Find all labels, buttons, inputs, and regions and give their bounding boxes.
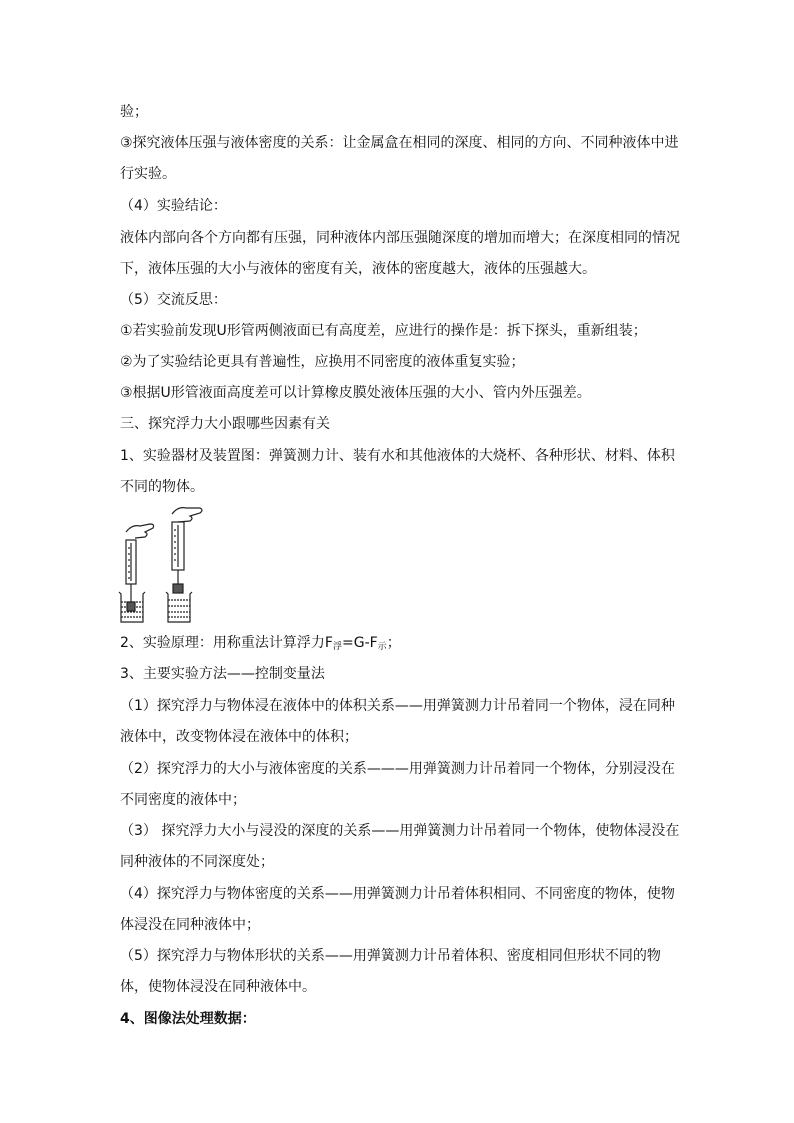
text-line <box>120 633 680 657</box>
subscript-buoyancy: 浮 <box>332 642 342 652</box>
text-line: （4）实验结论： <box>120 198 227 214</box>
principle-text: 2、实验原理：用称重法计算浮力F <box>120 635 333 651</box>
text-line: 同种液体的不同深度处； <box>120 854 274 870</box>
spring-scale-apparatus-figure <box>112 500 212 624</box>
formula-end: ； <box>386 635 401 651</box>
text-line: （5）探究浮力与物体形状的关系——用弹簧测力计吊着体积、密度相同但形状不同的物 <box>120 948 661 964</box>
subscript-reading: 示 <box>377 642 387 652</box>
text-line: 行实验。 <box>120 166 176 182</box>
text-line: 不同密度的液体中； <box>120 792 246 808</box>
text-line: ③根据U形管液面高度差可以计算橡皮膜处液体压强的大小、管内外压强差。 <box>120 385 591 401</box>
text-line: 体浸没在同种液体中； <box>120 917 260 933</box>
text-line: 体，使物体浸没在同种液体中。 <box>120 979 316 995</box>
text-line: （1）探究浮力与物体浸在液体中的体积关系——用弹簧测力计吊着同一个物体，浸在同种 <box>120 698 675 714</box>
text-line: ①若实验前发现U形管两侧液面已有高度差，应进行的操作是：拆下探头，重新组装； <box>120 323 647 339</box>
text-line: 3、主要实验方法——控制变量法 <box>120 666 325 682</box>
spring-scale-icon <box>112 500 212 624</box>
formula-middle: =G-F <box>341 635 378 651</box>
text-line: 1、实验器材及装置图：弹簧测力计、装有水和其他液体的大烧杯、各种形状、材料、体积 <box>120 448 675 464</box>
section-heading: 三、探究浮力大小跟哪些因素有关 <box>120 416 330 432</box>
text-line: 液体内部向各个方向都有压强，同种液体内部压强随深度的增加而增大；在深度相同的情况 <box>120 230 680 246</box>
text-line: 验； <box>120 104 148 120</box>
text-line: 不同的物体。 <box>120 479 204 495</box>
text-line: （5）交流反思： <box>120 292 227 308</box>
text-line: （3） 探究浮力大小与浸没的深度的关系——用弹簧测力计吊着同一个物体，使物体浸没在 <box>120 823 680 839</box>
text-line: 液体中，改变物体浸在液体中的体积； <box>120 729 358 745</box>
text-line: 4、图像法处理数据： <box>120 1011 256 1027</box>
text-line: （2）探究浮力的大小与液体密度的关系———用弹簧测力计吊着同一个物体，分别浸没在 <box>120 761 675 777</box>
text-line: ②为了实验结论更具有普遍性，应换用不同密度的液体重复实验； <box>120 354 525 370</box>
text-line: （4）探究浮力与物体密度的关系——用弹簧测力计吊着体积相同、不同密度的物体，使物 <box>120 886 675 902</box>
text-line: 下，液体压强的大小与液体的密度有关，液体的密度越大，液体的压强越大。 <box>120 261 596 277</box>
text-line: ③探究液体压强与液体密度的关系：让金属盒在相同的深度、相同的方向、不同种液体中进 <box>120 135 679 151</box>
